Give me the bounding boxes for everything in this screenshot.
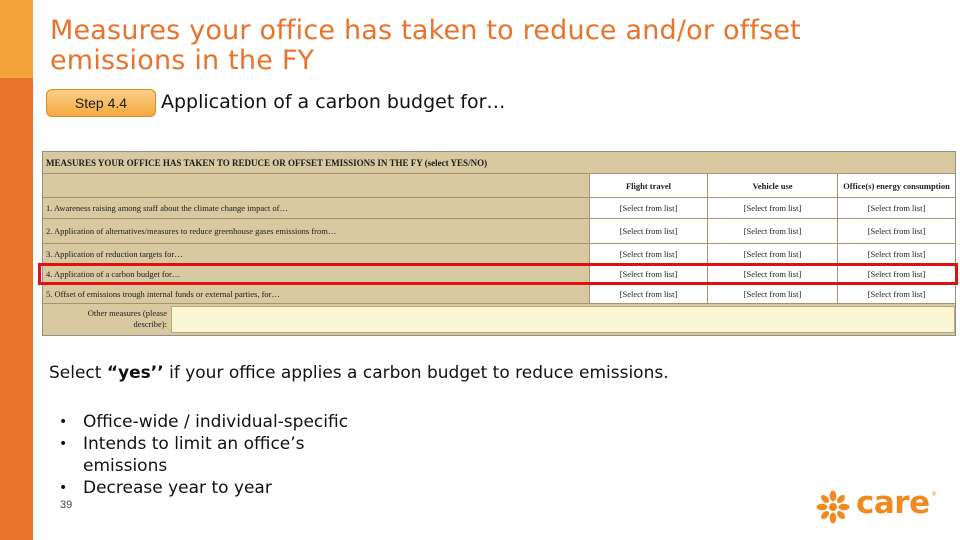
office-energy-select[interactable]: [Select from list] [837,198,955,218]
left-accent-bar-top [0,0,33,78]
vehicle-use-select[interactable]: [Select from list] [707,198,837,218]
logo-wordmark: care [856,485,930,521]
flight-travel-select[interactable]: [Select from list] [589,264,707,283]
measures-spreadsheet [42,151,956,336]
table-row [43,244,955,264]
other-measures-row [43,304,955,335]
page-number: 39 [60,499,73,511]
row-label: 3. Application of reduction targets for… [46,248,183,259]
other-measures-label-line2: describe): [133,319,167,329]
flight-travel-select[interactable]: [Select from list] [589,198,707,218]
slide-title [50,16,930,76]
row-label: 4. Application of a carbon budget for… [46,268,181,279]
row-label: 1. Awareness raising among staff about the climate change impact of… [46,203,288,213]
other-measures-label-line1: Other measures (please [87,308,167,318]
table-row [43,219,955,244]
other-measures-input[interactable] [171,306,955,333]
office-energy-select[interactable]: [Select from list] [837,264,955,283]
subheading: Application of a carbon budget for… [161,91,506,113]
row-label: 5. Offset of emissions trough internal funds or external parties, for… [46,288,281,299]
instruction-quoted: “yes’’ [106,363,164,383]
left-accent-bar [0,0,33,540]
slide-title-line1: Measures your office has taken to reduce and/or offset [50,15,801,46]
sheet-title: MEASURES YOUR OFFICE HAS TAKEN TO REDUCE OR OFFSET EMISSIONS IN THE FY (select YES/NO) [46,157,488,168]
other-measures-label [43,304,171,335]
sheet-title-row [43,152,955,174]
list-item: • Office-wide / individual-specific [57,411,387,433]
instruction-suffix: if your office applies a carbon budget to reduce emissions. [163,363,669,383]
table-row [43,284,955,304]
row-label: 2. Application of alternatives/measures to reduce greenhouse gases emissions from… [46,226,337,236]
registered-mark: ® [931,491,937,498]
office-energy-select[interactable]: [Select from list] [837,284,955,303]
table-row [43,198,955,219]
flight-travel-select[interactable]: [Select from list] [589,244,707,263]
step-badge: Step 4.4 [46,89,156,117]
flight-travel-select[interactable]: [Select from list] [589,284,707,303]
care-starburst-icon [813,489,853,525]
slide-title-line2: emissions in the FY [50,45,315,76]
vehicle-use-select[interactable]: [Select from list] [707,244,837,263]
office-energy-select[interactable]: [Select from list] [837,219,955,243]
sheet-header-row [43,174,955,198]
care-logo [813,485,943,525]
column-header-vehicle-use: Vehicle use [707,174,837,197]
column-header-flight-travel: Flight travel [589,174,707,197]
office-energy-select[interactable]: [Select from list] [837,244,955,263]
carbon-budget-row-highlight [38,263,958,285]
vehicle-use-select[interactable]: [Select from list] [707,284,837,303]
list-item: • Decrease year to year [57,477,387,499]
column-header-office-energy: Office(s) energy consumption [837,174,955,197]
instruction-prefix: Select [49,363,107,383]
bullet-list [57,411,387,499]
instruction-text [49,363,669,383]
list-item: • Intends to limit an office’s emissions [57,433,387,477]
header-blank [43,174,589,197]
vehicle-use-select[interactable]: [Select from list] [707,219,837,243]
vehicle-use-select[interactable]: [Select from list] [707,264,837,283]
flight-travel-select[interactable]: [Select from list] [589,219,707,243]
